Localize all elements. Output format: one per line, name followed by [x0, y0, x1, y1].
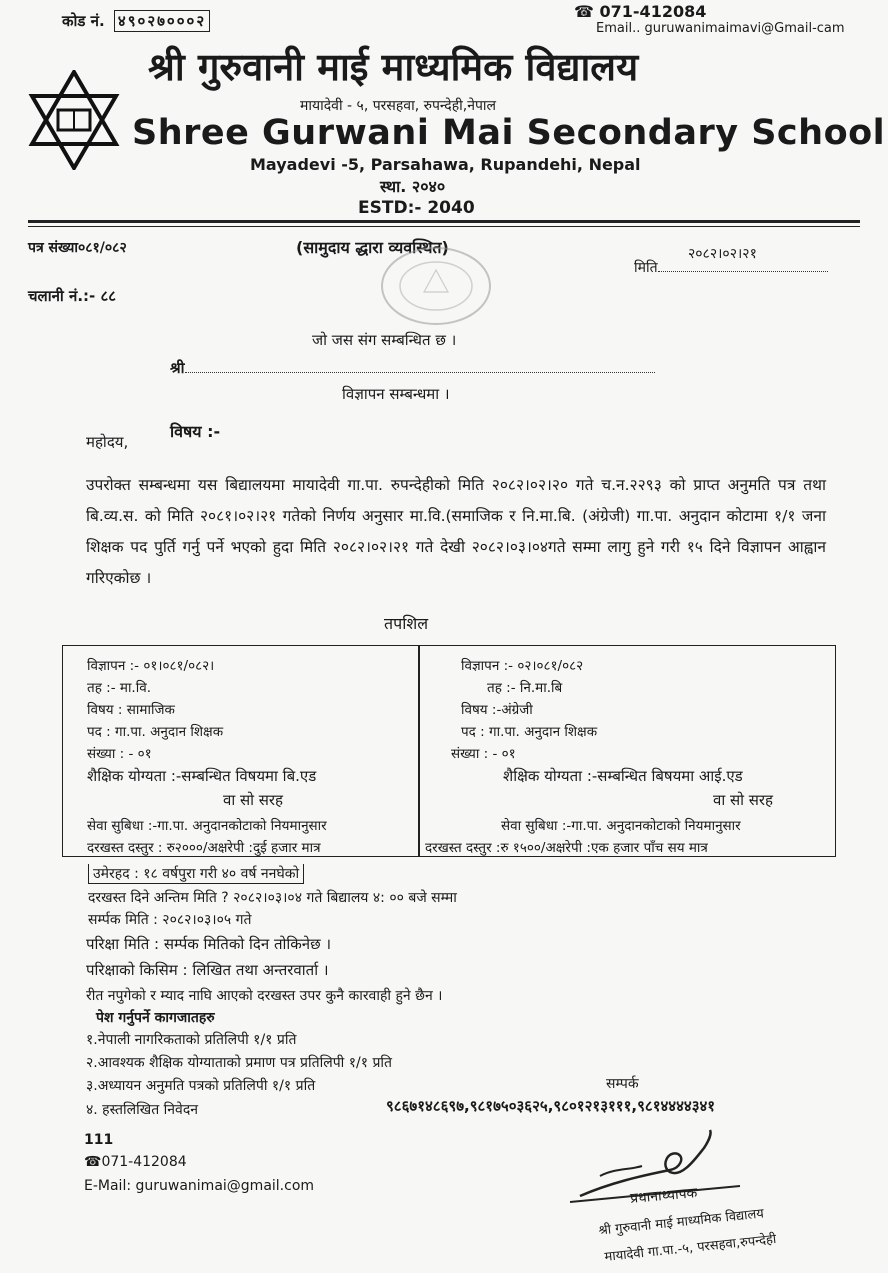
subject-line: विज्ञापन सम्बन्धमा ।: [342, 385, 450, 403]
estd-np: स्था. २०४०: [380, 177, 446, 196]
antim-miti: दरखस्त दिने अन्तिम मिति ? २०८२।०३।०४ गते बिद्यालय ४: ०० बजे सम्मा: [88, 890, 457, 906]
doc-2: २.आवश्यक शैक्षिक योग्याताको प्रमाण पत्र प्रतिलिपी १/१ प्रति: [86, 1055, 393, 1071]
code-label: कोड नं.: [62, 12, 105, 30]
patra-sankhya: पत्र संख्या०८१/०८२: [28, 240, 127, 256]
header-phone: ☎ 071-412084: [574, 2, 707, 21]
phone-icon: ☎: [574, 2, 594, 21]
right-sankhya: संख्या : - ०१: [451, 746, 516, 762]
left-pad: पद : गा.पा. अनुदान शिक्षक: [87, 724, 224, 740]
recipient: [170, 358, 655, 378]
footer-num: 111: [84, 1132, 114, 1148]
date-field: [634, 258, 828, 277]
vacancy-table: [62, 645, 836, 857]
footer-email: E-Mail: guruwanimai@gmail.com: [84, 1178, 315, 1194]
doc-3: ३.अध्यायन अनुमति पत्रको प्रतिलिपी १/१ प्रति: [86, 1078, 316, 1094]
right-yogyata: शैक्षिक योग्यता :-सम्बन्धित बिषयमा आई.एड: [503, 767, 743, 785]
footer-phone: ☎071-412084: [84, 1154, 187, 1170]
sig-school: श्री गुरुवानी माई माध्यमिक विद्यालय: [597, 1206, 765, 1239]
shree-label: श्री: [170, 359, 185, 377]
right-yogyata2: वा सो सरह: [713, 791, 774, 809]
umer-had: उमेरहद : १८ वर्षपुरा गरी ४० वर्ष ननघेको: [88, 864, 304, 884]
sig-address: मायादेवी गा.पा.-५, परसहवा,रुपन्देही: [603, 1232, 778, 1265]
header-divider: [28, 220, 860, 223]
left-tah: तह :- मा.वि.: [87, 680, 152, 696]
right-vishaya: विषय :-अंग्रेजी: [461, 702, 533, 718]
school-code: [62, 10, 210, 32]
contact-block: [574, 2, 845, 36]
left-sankhya: संख्या : - ०१: [87, 746, 152, 762]
table-divider: [418, 646, 420, 856]
date-value: २०८२।०२।२१: [688, 246, 757, 262]
pariksha-miti: परिक्षा मिति : सर्म्पक मितिको दिन तोकिनेछ ।: [86, 935, 332, 953]
letter-body: उपरोक्त सम्बन्धमा यस बिद्यालयमा मायादेवी गा.पा. रुपन्देहीको मिति २०८२।०२।२० गते च.न.२२९३ को प्राप्त अनुमति पत्र तथा बि.व्य.स. को मिति २०८१।०२।२१ गतेको निर्णय अनुसार मा.वि.(समाजिक र नि.मा.बि. (अंग्रेजी) गा.पा. अनुदान कोटामा १/१ जना शिक्षक पद पुर्ति गर्नु पर्ने भएको हुदा मिति २०८२।०२।२१ गते देखी २०८२।०३।०४गते सम्मा लागु हुने गरी १५ दिने विज्ञापन आह्वान गरिएकोछ ।: [86, 476, 826, 587]
samparka-miti: सर्म्पक मिति : २०८२।०३।०५ गते: [88, 912, 252, 928]
left-suvidha: सेवा सुबिधा :-गा.पा. अनुदानकोटाको नियमानुसार: [87, 818, 327, 834]
estd-en: ESTD:- 2040: [358, 198, 475, 218]
recipient-dotline: [185, 372, 655, 373]
school-name-en: Shree Gurwani Mai Secondary School: [132, 113, 886, 153]
school-name-np: श्री गुरुवानी माई माध्यमिक विद्यालय: [148, 44, 639, 89]
left-dastur: दरखस्त दस्तुर : रु२०००/अक्षरेपी :दुई हजार मात्र: [87, 840, 321, 856]
left-vigyapan: विज्ञापन :- ०१।०८१/०८२।: [87, 658, 215, 674]
left-yogyata: शैक्षिक योग्यता :-सम्बन्धित विषयमा बि.एड: [87, 767, 317, 785]
pariksha-kisim: परिक्षाको किसिम : लिखित तथा अन्तरवार्ता ।: [86, 961, 329, 979]
doc-1: १.नेपाली नागरिकताको प्रतिलिपी १/१ प्रति: [86, 1032, 297, 1048]
tapsil-heading: तपशिल: [384, 614, 429, 633]
managed-by: (सामुदाय द्धारा व्यवस्थित): [296, 238, 449, 257]
date-dotline: [658, 271, 828, 272]
reet-notice: रीत नपुगेको र म्याद नाघि आएको दरखस्त उपर कुनै कारवाही हुने छैन ।: [86, 988, 443, 1004]
right-dastur: दरखस्त दस्तुर :रु १५००/अक्षरेपी :एक हजार पाँच सय मात्र: [425, 840, 708, 856]
date-label: मिति: [634, 260, 658, 276]
school-address-en: Mayadevi -5, Parsahawa, Rupandehi, Nepal: [250, 155, 641, 174]
pesh-heading: पेश गर्नुपर्ने कागजातहरु: [96, 1010, 215, 1026]
samparka-label: सम्पर्क: [606, 1076, 639, 1092]
school-logo-icon: [28, 70, 120, 170]
subject-label: विषय :-: [170, 422, 221, 441]
right-pad: पद : गा.पा. अनुदान शिक्षक: [461, 724, 598, 740]
left-yogyata2: वा सो सरह: [223, 791, 284, 809]
doc-4: ४. हस्तलिखित निवेदन: [86, 1102, 199, 1118]
header-divider-thin: [28, 226, 860, 227]
code-value: ४९०२७०००२: [114, 10, 210, 32]
salutation: महोदय,: [86, 433, 129, 451]
chalani: चलानी नं.:- ८८: [28, 287, 117, 305]
right-vigyapan: विज्ञापन :- ०२।०८१/०८२: [461, 658, 584, 674]
right-suvidha: सेवा सुबिधा :-गा.पा. अनुदानकोटाको नियमानुसार: [501, 818, 741, 834]
to-whom: जो जस संग सम्बन्धित छ ।: [312, 331, 457, 349]
stamp-icon: [376, 244, 496, 328]
sig-title: प्रधानाध्यापक: [629, 1185, 698, 1207]
left-vishaya: विषय : सामाजिक: [87, 702, 175, 718]
samparka-numbers: ९८६७१४८६९७,९८१७५०३६२५,९८०१२१३१११,९८१४४४४३४१: [386, 1097, 716, 1115]
school-address-np: मायादेवी - ५, परसहवा, रुपन्देही,नेपाल: [300, 98, 497, 114]
header-email: Email.. guruwanimaimavi@Gmail-cam: [596, 21, 845, 36]
right-tah: तह :- नि.मा.बि: [487, 680, 563, 696]
